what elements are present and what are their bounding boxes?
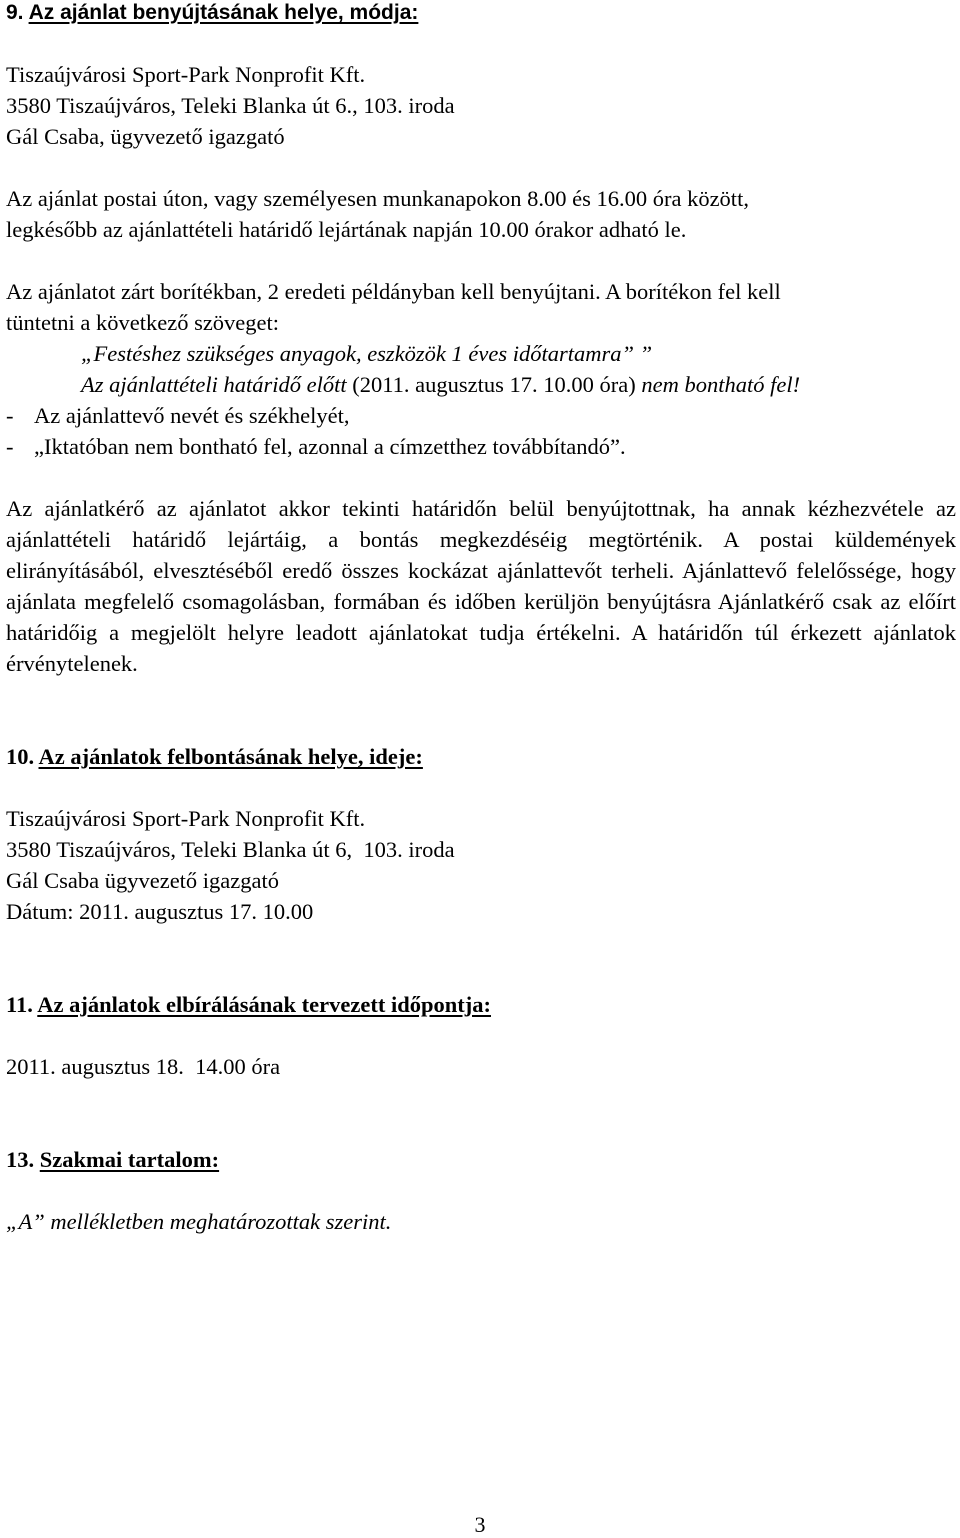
- s9-envelope-intro-2: tüntetni a következő szöveget:: [6, 310, 280, 335]
- section-11-title: Az ajánlatok elbírálásának tervezett időpontja:: [37, 992, 491, 1017]
- s9-envelope-text-2: [6, 369, 956, 400]
- section-13-number: 13.: [6, 1147, 35, 1172]
- s9-bullet-1: - Az ajánlattevő nevét és székhelyét,: [6, 403, 350, 428]
- s9-bullet-2-text: „Iktatóban nem bontható fel, azonnal a címzetthez továbbítandó”.: [34, 434, 626, 459]
- document-page: [6, 0, 956, 1237]
- section-9-number: 9.: [6, 1, 24, 24]
- section-11-heading: [6, 989, 956, 1020]
- page-number: 3: [474, 1512, 486, 1537]
- s9-envelope-text-2b: (2011. augusztus 17. 10.00 óra): [346, 372, 642, 397]
- s9-bullet-1-text: Az ajánlattevő nevét és székhelyét,: [34, 403, 350, 428]
- section-10-title: Az ajánlatok felbontásának helye, ideje:: [38, 744, 423, 769]
- s9-delivery-line-2: legkésőbb az ajánlattételi határidő lejártának napján 10.00 órakor adható le.: [6, 217, 687, 242]
- section-13-heading: [6, 1144, 956, 1175]
- section-10-heading: [6, 741, 956, 772]
- section-9-title: Az ajánlat benyújtásának helye, módja:: [28, 1, 419, 24]
- s9-envelope-intro-1: Az ajánlatot zárt borítékban, 2 eredeti példányban kell benyújtani. A borítékon fel kell: [6, 279, 781, 304]
- s10-line-1: Tiszaújvárosi Sport-Park Nonprofit Kft.: [6, 806, 366, 831]
- s10-line-2: 3580 Tiszaújváros, Teleki Blanka út 6, 103. iroda: [6, 837, 455, 862]
- s9-envelope-text-1: „Festéshez szükséges anyagok, eszközök 1 éves időtartamra” ”: [81, 341, 653, 366]
- section-13-title: Szakmai tartalom:: [39, 1147, 220, 1172]
- s10-line-3: Gál Csaba ügyvezető igazgató: [6, 868, 280, 893]
- section-9-heading: [6, 0, 956, 28]
- s9-envelope-text-2a: Az ajánlattételi határidő előtt: [81, 372, 347, 397]
- s13-value: „A” mellékletben meghatározottak szerint.: [6, 1209, 392, 1234]
- s10-line-4: Dátum: 2011. augusztus 17. 10.00: [6, 899, 314, 924]
- s9-delivery-line-1: Az ajánlat postai úton, vagy személyesen munkanapokon 8.00 és 16.00 óra között,: [6, 186, 749, 211]
- section-10-number: 10.: [6, 744, 35, 769]
- s9-envelope-text-2c: nem bontható fel!: [641, 372, 801, 397]
- s9-address-line-2: 3580 Tiszaújváros, Teleki Blanka út 6., 103. iroda: [6, 93, 455, 118]
- s11-value: 2011. augusztus 18. 14.00 óra: [6, 1054, 281, 1079]
- s9-address-line-3: Gál Csaba, ügyvezető igazgató: [6, 124, 285, 149]
- s9-paragraph: Az ajánlatkérő az ajánlatot akkor tekinti határidőn belül benyújtottnak, ha annak kézhezvétele az ajánlattételi határidő lejártáig, a bontás megkezdéséig megtörténik. A postai küldemények elirányításából, elvesztéséből eredő összes kockázat ajánlattevőt terheli. Ajánlattevő felelőssége, hogy ajánlata megfelelő csomagolásban, formában és időben kerüljön benyújtásra Ajánlatkérő csak az előírt határidőig a megjelölt helyre leadott ajánlatokat tudja értékelni. A határidőn túl érkezett ajánlatok érvénytelenek.: [6, 496, 956, 676]
- section-11-number: 11.: [6, 992, 33, 1017]
- s9-address-line-1: Tiszaújvárosi Sport-Park Nonprofit Kft.: [6, 62, 366, 87]
- s9-bullet-2: - „Iktatóban nem bontható fel, azonnal a címzetthez továbbítandó”.: [6, 434, 626, 459]
